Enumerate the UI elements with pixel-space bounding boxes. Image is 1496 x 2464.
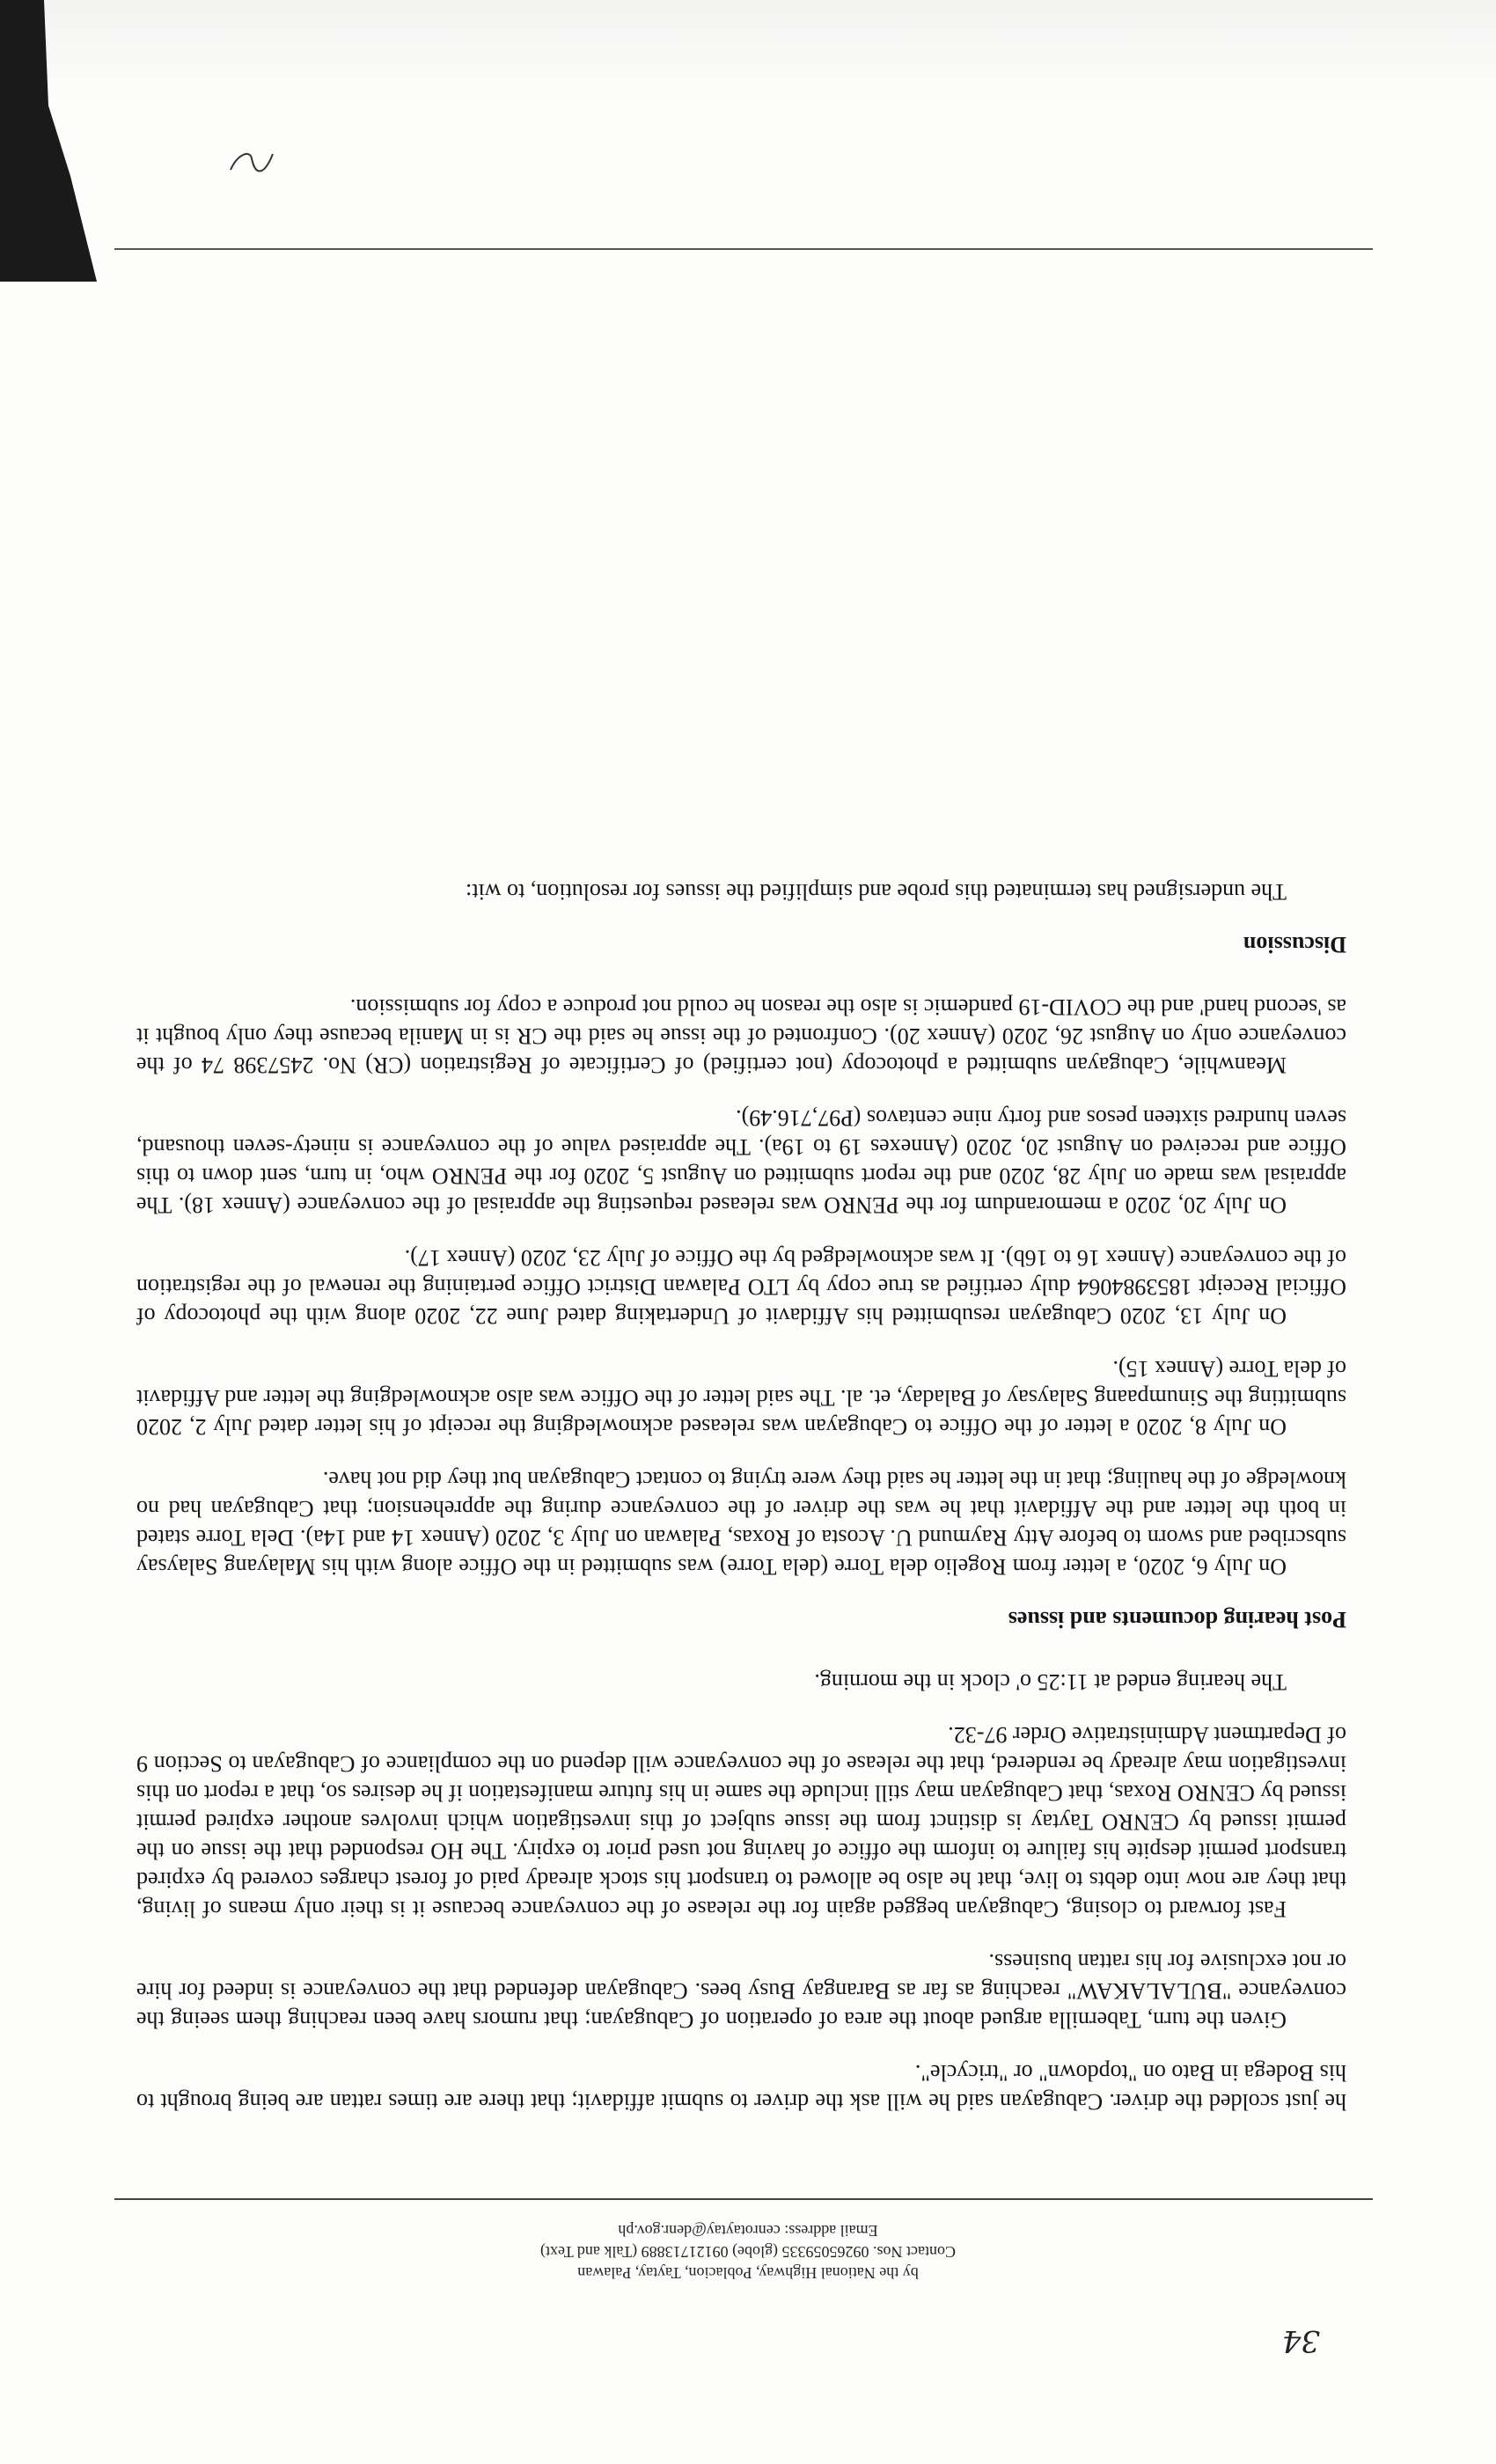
paragraph-july-13: On July 13, 2020 Cabugayan resubmitted his Affidavit of Undertaking dated June 22, 2020 along with the photocopy of Official Receipt 1853984064 duly certified as true copy by LTO Palawan District Office pertaining the renewal of the registration of the conveyance (Annex 16 to 16b). It was acknowledged by the Office of July 23, 2020 (Annex 17).: [136, 1245, 1346, 1329]
office-footer: [0, 2220, 1496, 2284]
heading-post-hearing: Post hearing documents and issues: [1008, 1607, 1346, 1632]
paragraph-issues: The undersigned has terminated this probe and simplified the issues for resolution, to wit:: [466, 879, 1287, 905]
scan-shadow: [0, 0, 1496, 106]
heading-discussion: Discussion: [1243, 932, 1346, 957]
paragraph-dela-torre-letter: On July 6, 2020, a letter from Rogelio dela Torre (dela Torre) was submitted in the Office along with his Malayang Salaysay subscribed and sworn to before Atty Raymund U. Acosta of Roxas, Palawan on July 3, 2020 (Annex 14 and 14a). Dela Torre stated in both the letter and the Affidavit that he was the driver of the conveyance during the apprehension; that Cabugayan had no knowledge of the hauling; that in the letter he said they were trying to contact Cabugayan but they did not have.: [136, 1467, 1346, 1580]
footer-rule: [114, 2198, 1373, 2200]
paragraph-continuation: he just scolded the driver. Cabugayan said he will ask the driver to submit affidavit; that there are times rattan are being brought to his Bodega in Bato on "topdown" or "tricycle".: [136, 2060, 1346, 2115]
paragraph-appraisal: On July 20, 2020 a memorandum for the PENRO was released requesting the appraisal of the conveyance (Annex 18). The appraisal was made on July 28, 2020 and the report submitted on August 5, 2020 for the PENRO who, in turn, sent down to this Office and received on August 20, 2020 (Annexes 19 to 19a). The appraised value of the conveyance is ninety-seven thousand, seven hundred sixteen pesos and forty nine centavos (P97,716.49).: [136, 1105, 1346, 1218]
paragraph-hearing-ended: The hearing ended at 11:25 o' clock in the morning.: [814, 1669, 1287, 1695]
paragraph-closing: Fast forward to closing, Cabugayan begged again for the release of the conveyance because it is their only means of living, that they are now into debts to live, that he also be allowed to transport his stock already paid of forest charges covered by expired transport permit despite his failure to inform the office of having not used prior to expiry. The HO responded that the issue on the permit issued by CENRO Taytay is distinct from the issue subject of this investigation which involves another expired permit issued by CENRO Roxas, that Cabugayan may still include the same in his future manifestation if he desires so, that a report on this investigation may already be rendered, that the release of the conveyance will depend on the compliance of Cabugayan to Section 9 of Department Administrative Order 97-32.: [136, 1722, 1346, 1922]
footer-email: Email address: cenrotaytay@denr.gov.ph: [618, 2222, 878, 2240]
footer-contact: Contact Nos. 09265059335 (globe) 09121713889 (Talk and Text): [539, 2243, 957, 2261]
header-rule: [114, 248, 1373, 250]
paragraph-certificate-registration: Meanwhile, Cabugayan submitted a photocopy (not certified) of Certificate of Registration (CR) No. 2457398 74 of the conveyance only on August 26, 2020 (Annex 20). Confronted of the issue he said the CR is in Manila because they only bought it as 'second hand' and the COVID-19 pandemic is also the reason he could not produce a copy for submission.: [136, 994, 1346, 1078]
handwritten-initial-mark: [211, 145, 282, 180]
paragraph-area-of-operation: Given the turn, Tabernilla argued about the area of operation of Cabugayan; that rumors have been reaching them seeing the conveyance "BULALAKAW" reaching as far as Barangay Busy bees. Cabugayan defended that the conveyance is indeed for hire or not exclusive for his rattan business.: [136, 1949, 1346, 2033]
paragraph-july-8: On July 8, 2020 a letter of the Office to Cabugayan was released acknowledging the receipt of his letter dated July 2, 2020 submitting the Sinumpaang Salaysay of Baladay, et. al. The said letter of the Office was also acknowledging the letter and Affidavit of dela Torre (Annex 15).: [136, 1356, 1346, 1440]
document-body: [136, 854, 1346, 2116]
footer-address: by the National Highway, Poblacion, Taytay, Palawan: [577, 2264, 919, 2282]
handwritten-page-number: 34: [1281, 2323, 1320, 2358]
